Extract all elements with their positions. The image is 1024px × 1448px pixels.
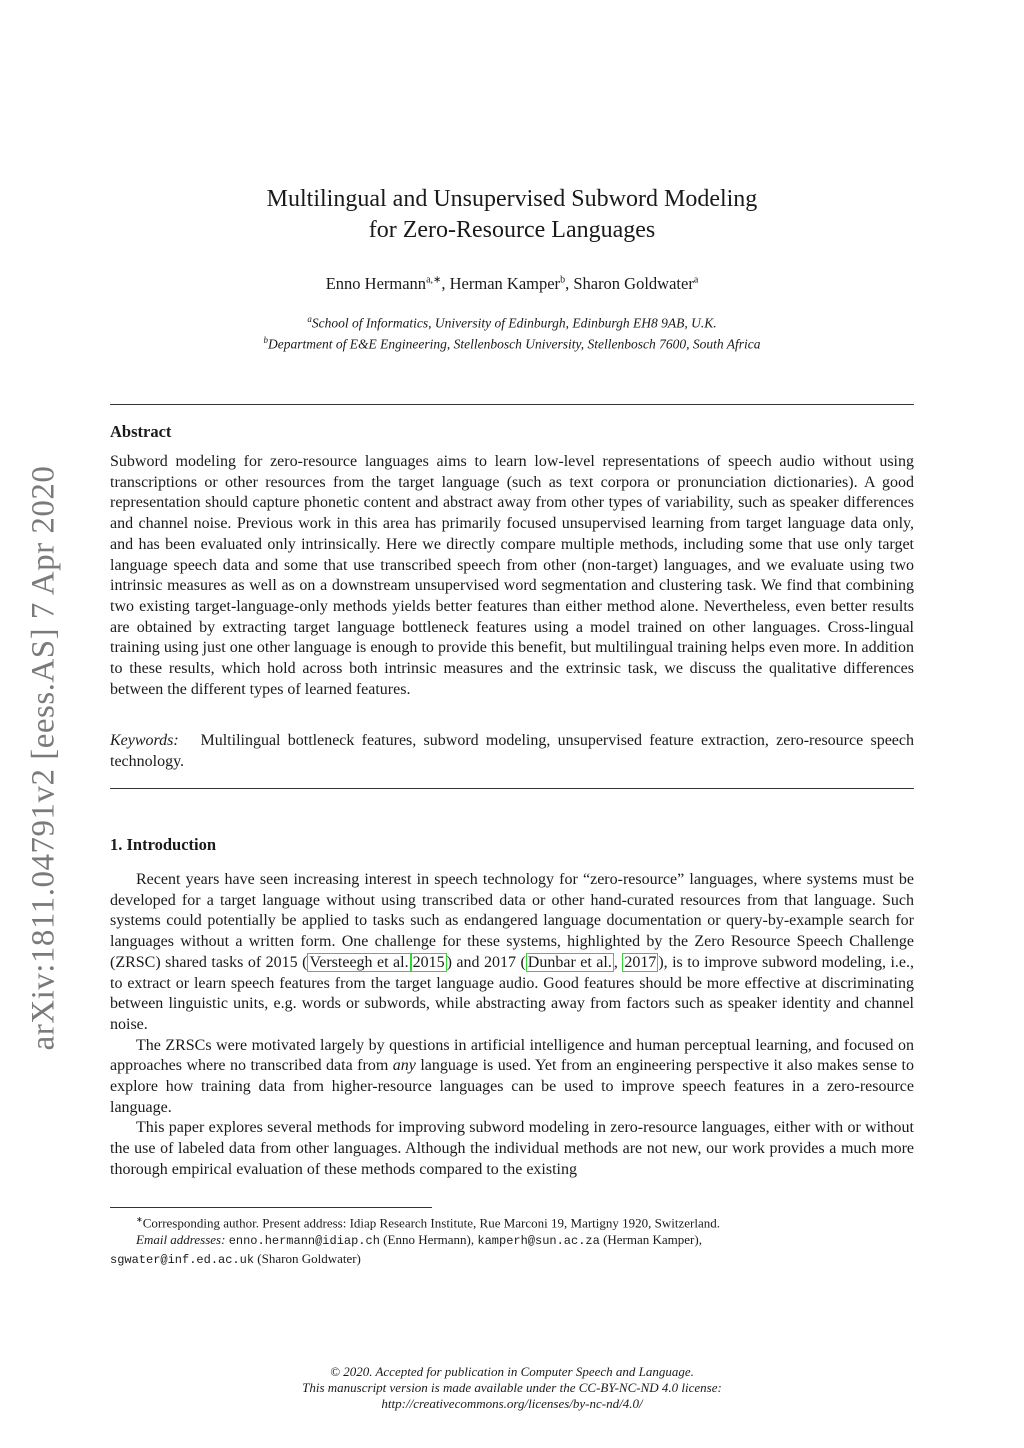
license-line-2: This manuscript version is made available under the CC-BY-NC-ND 4.0 license: [302, 1380, 722, 1395]
abstract-heading: Abstract [110, 422, 172, 441]
license-line-1: © 2020. Accepted for publication in Computer Speech and Language. [330, 1364, 694, 1379]
affil-text: School of Informatics, University of Edinburgh, Edinburgh EH8 9AB, U.K. [311, 315, 717, 331]
author-list [110, 274, 914, 294]
arxiv-identifier: arXiv:1811.04791v2 [eess.AS] 7 Apr 2020 [25, 465, 62, 1051]
intro-p2-emphasis: any [392, 1057, 416, 1075]
author-affil-mark: a,∗ [426, 274, 442, 286]
intro-p1-text: Recent years have seen increasing interest in speech technology for “zero-resource” languages, where systems must be developed for a target language without using transcribed data or other hand-curated resources from that language. Such systems could potentially be applied to tasks such as endangered language documentation or query-by-example search for languages without a written form. One challenge for these systems, highlighted by the Zero Resource Speech Challenge (ZRSC) shared tasks of 2015 ( [110, 871, 914, 971]
title-line-2: for Zero-Resource Languages [368, 217, 656, 243]
affil-mark: b [263, 334, 269, 345]
author-name: Sharon Goldwater [573, 274, 694, 293]
keywords [110, 731, 914, 772]
affil-mark: a [307, 314, 312, 324]
author-name: Enno Hermann [325, 274, 427, 293]
abstract-text: Subword modeling for zero-resource languages aims to learn low-level representations of speech audio without using transcriptions or other resources from the target language (such as text corpora or pronunciation dictionaries). A good representation should capture phonetic content and abstract away from other types of variability, such as speaker differences and channel noise. Previous work in this area has primarily focused unsupervised learning from target language data only, and has been evaluated only intrinsically. Here we directly compare multiple methods, including some that use only target language speech data and some that use transcribed speech from other (non-target) languages, and we evaluate using two intrinsic measures as well as on a downstream unsupervised word segmentation and clustering task. We find that combining two existing target-language-only methods yields better features than either method alone. Nevertheless, even better results are obtained by extracting target language bottleneck features using a model trained on other languages. Cross-lingual training using just one other language is enough to provide this benefit, but multilingual training helps even more. In addition to these results, which hold across both intrinsic measures and the extrinsic task, we discuss the qualitative differences between the different types of learned features. [110, 453, 914, 698]
license-url[interactable]: http://creativecommons.org/licenses/by-nc-nd/4.0/ [381, 1396, 643, 1411]
email-label: Email addresses: [136, 1232, 226, 1248]
footnote-mark: ∗ [136, 1215, 143, 1224]
footnote-corresponding [110, 1211, 914, 1231]
footnote-rule [110, 1207, 432, 1208]
affiliation-a [110, 311, 914, 332]
keywords-label: Keywords: [110, 732, 179, 749]
author-affil-mark: b [560, 274, 566, 286]
abstract-bottom-rule [110, 788, 914, 789]
intro-p2-text: language is used. Yet from an engineering perspective it also makes sense to explore how training data from higher-resource languages can be used to improve speech features in a zero-resource language. [110, 1057, 915, 1116]
citation-versteegh-link[interactable] [307, 953, 410, 972]
intro-paragraph-1: Recent years have seen increasing interest in speech technology for “zero-resource” languages, where systems must be developed for a target language without using transcribed data or other hand-curated resources from that language. Such systems could potentially be applied to tasks such as endangered language documentation or query-by-example search for languages without a written form. One challenge for these systems, highlighted by the Zero Resource Speech Challenge (ZRSC) shared tasks of 2015 ( Versteegh et al. 2015 ) and 2017 ( Dunbar et al. , 2017 ), is to improve subword modeling, i.e., to extract or learn speech features from the target language audio. Good features should be more effective at discriminating between linguistic units, e.g. words or subwords, while abstracting away from factors such as speaker identity and channel noise. [110, 871, 915, 1033]
author-affil-mark: a [693, 274, 699, 286]
paper-title [110, 184, 914, 246]
author-separator: , [441, 274, 450, 293]
license-note [110, 1364, 914, 1412]
footnotes [110, 1211, 914, 1269]
title-line-1: Multilingual and Unsupervised Subword Modeling [266, 186, 758, 212]
intro-p2-text: The ZRSCs were motivated largely by questions in artificial intelligence and human perceptual learning, and focused on approaches where no transcribed data from [110, 1036, 914, 1075]
citation-author: Dunbar et al. [527, 953, 612, 971]
email-link-hermann[interactable]: enno.hermann@idiap.ch [228, 1234, 380, 1249]
email-link-kamper[interactable]: kamperh@sun.ac.za [477, 1234, 600, 1249]
author-separator: , [565, 274, 574, 293]
email-owner: (Herman Kamper), [603, 1232, 702, 1248]
arxiv-side-stamp [14, 448, 74, 1068]
email-owner: (Sharon Goldwater) [257, 1251, 361, 1267]
footnote-emails [110, 1231, 914, 1250]
footnote-emails-continued [110, 1250, 914, 1269]
introduction-heading: 1. Introduction [110, 835, 217, 854]
footnote-corresponding-text: Corresponding author. Present address: Idiap Research Institute, Rue Marconi 19, Martigny 1920, Switzerland. [142, 1215, 720, 1231]
intro-paragraph-2 [110, 1036, 914, 1119]
intro-paragraph-3: This paper explores several methods for improving subword modeling in zero-resource languages, either with or without the use of labeled data from other languages. Although the individual methods are not new, our work provides a much more thorough empirical evaluation of these methods compared to the existing [110, 1119, 914, 1178]
keywords-text: Multilingual bottleneck features, subword modeling, unsupervised feature extraction, zero-resource speech technology. [110, 732, 914, 770]
affiliations [110, 311, 914, 352]
citation-dunbar-year-link[interactable]: 2017 [624, 953, 657, 971]
email-owner: (Enno Hermann), [383, 1232, 475, 1248]
author-name: Herman Kamper [449, 274, 561, 293]
email-link-goldwater[interactable]: sgwater@inf.ed.ac.uk [110, 1253, 255, 1268]
citation-versteegh-year-link[interactable]: 2015 [412, 953, 445, 971]
intro-p1-text: ) and 2017 ( [446, 953, 526, 971]
introduction-body [110, 870, 914, 1181]
citation-author: Versteegh et al. [309, 953, 409, 971]
citation-dunbar-link[interactable] [526, 953, 614, 972]
affil-text: Department of E&E Engineering, Stellenbosch University, Stellenbosch 7600, South Africa [268, 336, 761, 351]
intro-p1-text: ), is to improve subword modeling, i.e., to extract or learn speech features from the target language audio. Good features should be more effective at discriminating between linguistic units, e.g. words or subwords, while abstracting away from factors such as speaker identity and channel noise. [110, 953, 915, 1033]
abstract-body [110, 452, 914, 700]
abstract-top-rule [110, 404, 914, 405]
affiliation-b [110, 332, 914, 353]
